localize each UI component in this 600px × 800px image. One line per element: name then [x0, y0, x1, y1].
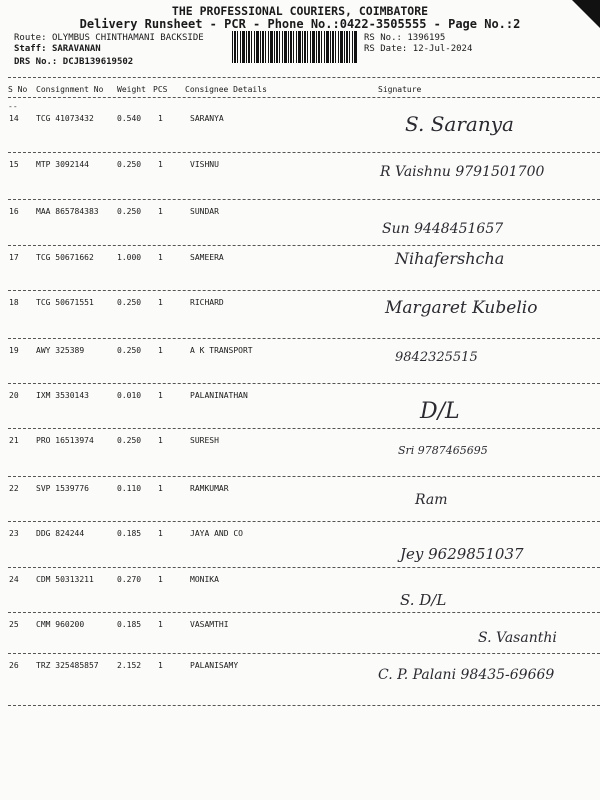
row-separator: [8, 338, 600, 339]
row-sno: 25: [9, 620, 19, 629]
row-sno: 22: [9, 484, 19, 493]
staff-value: SARAVANAN: [51, 44, 101, 54]
row-consignment-no: TCG 50671551: [36, 298, 94, 307]
row-signature: S. Saranya: [405, 112, 514, 136]
col-consignee: Consignee Details: [185, 85, 267, 94]
row-signature: S. Vasanthi: [478, 630, 557, 646]
row-pcs: 1: [158, 484, 163, 493]
runsheet-title: Delivery Runsheet - PCR - Phone No.:0422-3505555 - Page No.:2: [79, 17, 521, 31]
col-sno: S No: [8, 85, 28, 94]
rs-no-line: [364, 33, 445, 44]
row-consignment-no: TCG 41073432: [36, 114, 94, 123]
row-consignee: VASAMTHI: [190, 620, 229, 629]
row-pcs: 1: [158, 253, 163, 262]
row-pcs: 1: [158, 620, 163, 629]
rs-date-label: RS Date:: [364, 44, 408, 54]
row-consignment-no: PRO 16513974: [36, 436, 94, 445]
row-sno: 17: [9, 253, 19, 262]
row-weight: 0.540: [117, 114, 142, 123]
row-weight: 0.010: [117, 391, 142, 400]
row-weight: 2.152: [117, 661, 142, 670]
col-weight: Weight: [117, 85, 146, 94]
row-separator: [8, 152, 600, 153]
row-sno: 19: [9, 346, 19, 355]
row-separator: [8, 653, 600, 654]
header-bottom-rule: [8, 97, 600, 98]
row-signature: Sri 9787465695: [398, 444, 488, 457]
row-sno: 16: [9, 207, 19, 216]
row-separator: [8, 290, 600, 291]
row-separator: [8, 612, 600, 613]
row-consignee: SURESH: [190, 436, 219, 445]
row-consignment-no: DDG 824244: [36, 529, 85, 538]
row-consignment-no: SVP 1539776: [36, 484, 89, 493]
row-signature: Jey 9629851037: [400, 545, 524, 563]
row-consignment-no: IXM 3530143: [36, 391, 89, 400]
route-value: OLYMBUS CHINTHAMANI BACKSIDE: [51, 33, 204, 43]
row-consignment-no: TRZ 325485857: [36, 661, 99, 670]
row-sno: 21: [9, 436, 19, 445]
row-pcs: 1: [158, 391, 163, 400]
row-weight: 0.250: [117, 298, 142, 307]
rs-no-label: RS No.:: [364, 33, 402, 43]
row-signature: Nihafershcha: [395, 249, 505, 268]
col-pcs: PCS: [153, 85, 168, 94]
barcode: [232, 31, 357, 63]
row-consignment-no: AWY 325389: [36, 346, 85, 355]
rs-no-value: 1396195: [407, 33, 446, 43]
row-sno: 20: [9, 391, 19, 400]
row-pcs: 1: [158, 298, 163, 307]
row-sno: 14: [9, 114, 19, 123]
row-weight: 0.110: [117, 484, 142, 493]
rs-date-value: 12-Jul-2024: [412, 44, 473, 54]
row-consignee: JAYA AND CO: [190, 529, 243, 538]
row-weight: 0.250: [117, 207, 142, 216]
row-pcs: 1: [158, 661, 163, 670]
row-signature: Sun 9448451657: [382, 221, 504, 237]
drs-label: DRS No.:: [14, 57, 58, 67]
row-sno: 23: [9, 529, 19, 538]
row-signature: S. D/L: [400, 591, 447, 609]
row-consignment-no: TCG 50671662: [36, 253, 94, 262]
row-consignee: SAMEERA: [190, 253, 224, 262]
row-separator: [8, 567, 600, 568]
row-sno: 24: [9, 575, 19, 584]
row-consignee: PALANISAMY: [190, 661, 239, 670]
row-consignee: A K TRANSPORT: [190, 346, 253, 355]
row-signature: Margaret Kubelio: [385, 298, 538, 318]
row-weight: 0.270: [117, 575, 142, 584]
row-consignment-no: CMM 960200: [36, 620, 85, 629]
row-separator: [8, 428, 600, 429]
row-dash-mark: --: [8, 102, 18, 111]
row-pcs: 1: [158, 529, 163, 538]
row-signature: R Vaishnu 9791501700: [380, 164, 545, 180]
row-sno: 18: [9, 298, 19, 307]
row-pcs: 1: [158, 160, 163, 169]
row-signature: C. P. Palani 98435-69669: [378, 667, 555, 683]
row-consignee: VISHNU: [190, 160, 219, 169]
row-pcs: 1: [158, 436, 163, 445]
row-pcs: 1: [158, 114, 163, 123]
staff-line: [14, 44, 101, 55]
rs-date-line: [364, 44, 472, 55]
row-pcs: 1: [158, 346, 163, 355]
row-consignee: MONIKA: [190, 575, 219, 584]
col-signature: Signature: [378, 85, 422, 94]
row-consignee: RICHARD: [190, 298, 224, 307]
row-consignee: SUNDAR: [190, 207, 219, 216]
row-separator: [8, 521, 600, 522]
row-weight: 0.250: [117, 160, 142, 169]
row-consignee: PALANINATHAN: [190, 391, 248, 400]
table-bottom-rule: [8, 705, 600, 706]
row-weight: 0.250: [117, 346, 142, 355]
row-separator: [8, 476, 600, 477]
drs-value: DCJB139619502: [62, 57, 134, 67]
row-weight: 0.185: [117, 620, 142, 629]
staff-label: Staff:: [14, 44, 47, 54]
row-separator: [8, 199, 600, 200]
row-sno: 26: [9, 661, 19, 670]
row-sno: 15: [9, 160, 19, 169]
row-signature: D/L: [420, 399, 460, 424]
route-label: Route:: [14, 33, 47, 43]
row-consignee: SARANYA: [190, 114, 224, 123]
row-separator: [8, 245, 600, 246]
drs-line: [14, 57, 133, 68]
row-signature: Ram: [415, 492, 448, 508]
row-signature: 9842325515: [395, 350, 478, 365]
row-consignment-no: CDM 50313211: [36, 575, 94, 584]
col-consignment: Consignment No: [36, 85, 104, 94]
route-line: [14, 33, 204, 44]
row-consignee: RAMKUMAR: [190, 484, 229, 493]
row-weight: 1.000: [117, 253, 142, 262]
row-consignment-no: MAA 865784383: [36, 207, 99, 216]
row-weight: 0.250: [117, 436, 142, 445]
row-consignment-no: MTP 3092144: [36, 160, 89, 169]
header-top-rule: [8, 77, 600, 78]
row-pcs: 1: [158, 207, 163, 216]
row-pcs: 1: [158, 575, 163, 584]
row-separator: [8, 383, 600, 384]
company-name: THE PROFESSIONAL COURIERS, COIMBATORE: [171, 4, 429, 18]
row-weight: 0.185: [117, 529, 142, 538]
